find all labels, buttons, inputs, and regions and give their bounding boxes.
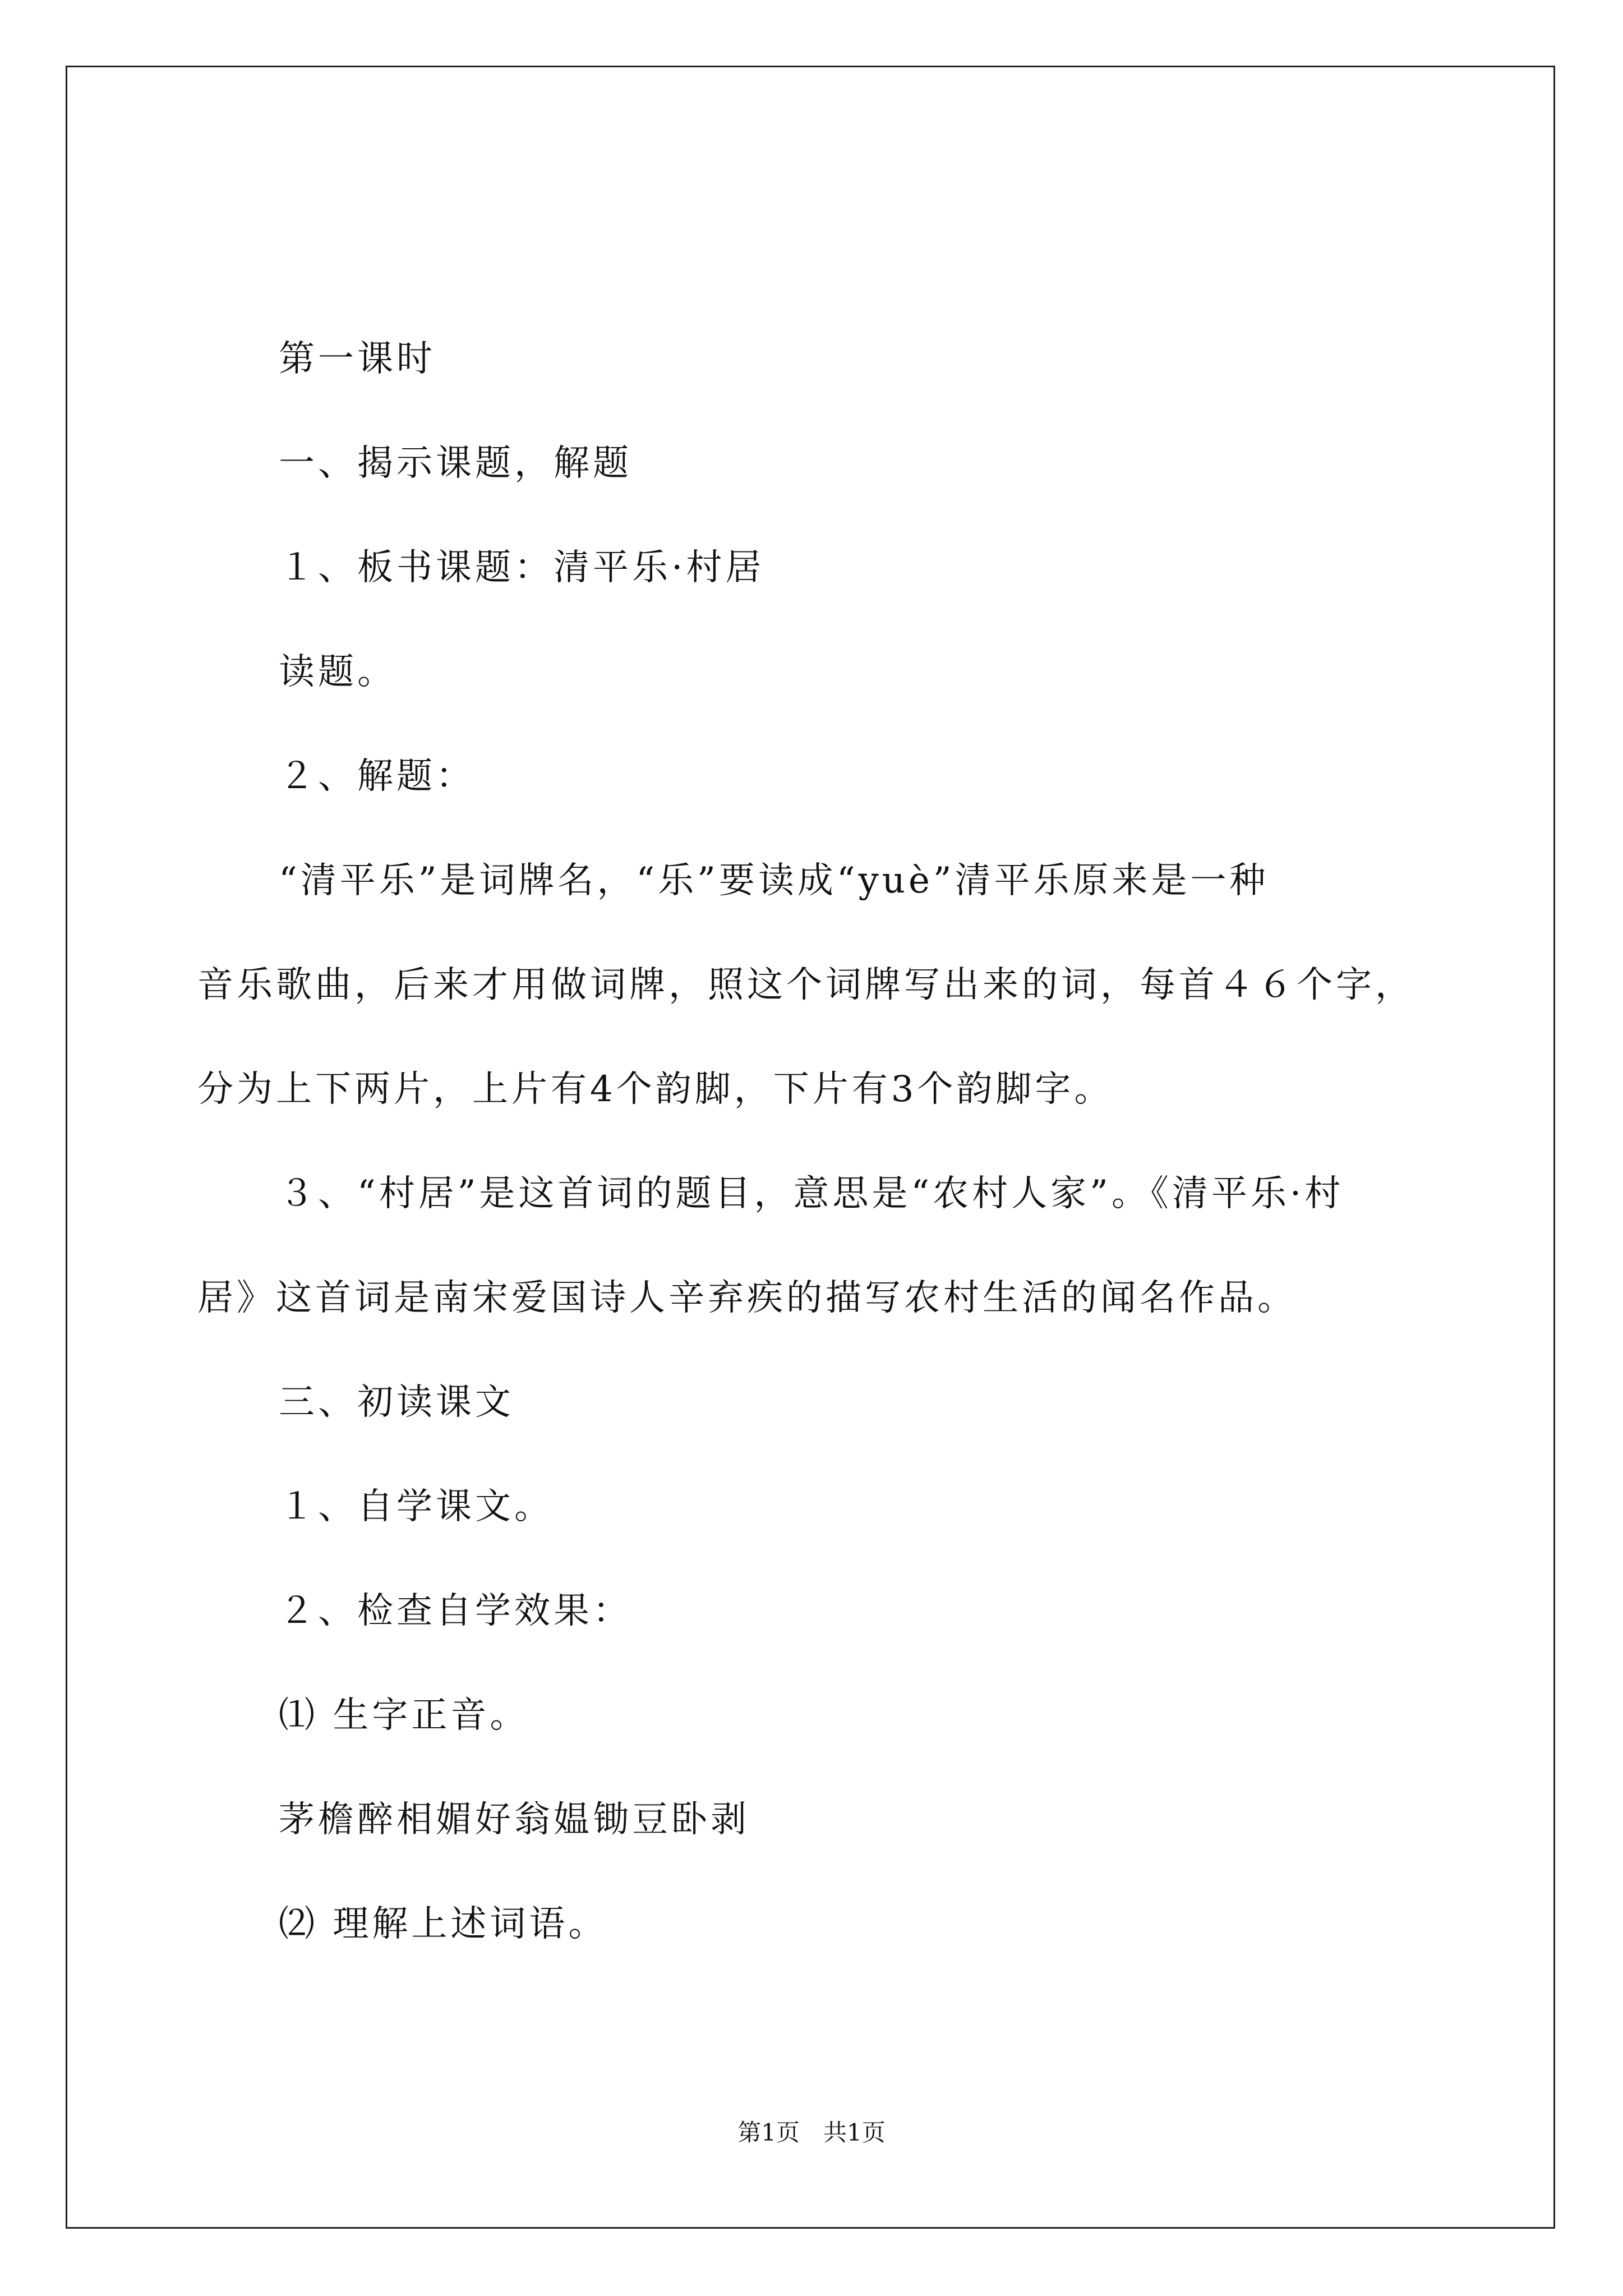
vocabulary-list: 茅檐醉相媚好翁媪锄豆卧剥 — [279, 1799, 750, 1841]
paragraph-2-line-1: ３、“村居”是这首词的题目，意思是“农村人家”。《清平乐·村 — [279, 1173, 1344, 1214]
sub-item-1: ⑴ 生字正音。 — [279, 1695, 529, 1736]
read-title: 读题。 — [279, 651, 396, 693]
step-1-2: ２、解题： — [279, 756, 475, 797]
sub-item-2: ⑵ 理解上述词语。 — [279, 1903, 608, 1945]
paragraph-2-line-2: 居》这首词是南宋爱国诗人辛弃疾的描写农村生活的闻名作品。 — [197, 1277, 1297, 1319]
paragraph-1-line-3: 分为上下两片，上片有4个韵脚，下片有3个韵脚字。 — [197, 1069, 1114, 1110]
section-heading-3: 三、初读课文 — [279, 1382, 514, 1423]
lesson-heading: 第一课时 — [279, 338, 436, 380]
page-footer: 第1页 共1页 — [737, 2119, 886, 2146]
step-1-1: １、板书课题：清平乐·村居 — [279, 547, 765, 588]
step-3-1: １、自学课文。 — [279, 1486, 554, 1527]
section-heading-1: 一、揭示课题，解题 — [279, 443, 632, 484]
paragraph-1-line-2: 音乐歌曲，后来才用做词牌，照这个词牌写出来的词，每首４６个字， — [197, 964, 1414, 1006]
step-3-2: ２、检查自学效果： — [279, 1590, 632, 1632]
paragraph-1-line-1: “清平乐”是词牌名，“乐”要读成“yuè”清平乐原来是一种 — [279, 860, 1269, 901]
